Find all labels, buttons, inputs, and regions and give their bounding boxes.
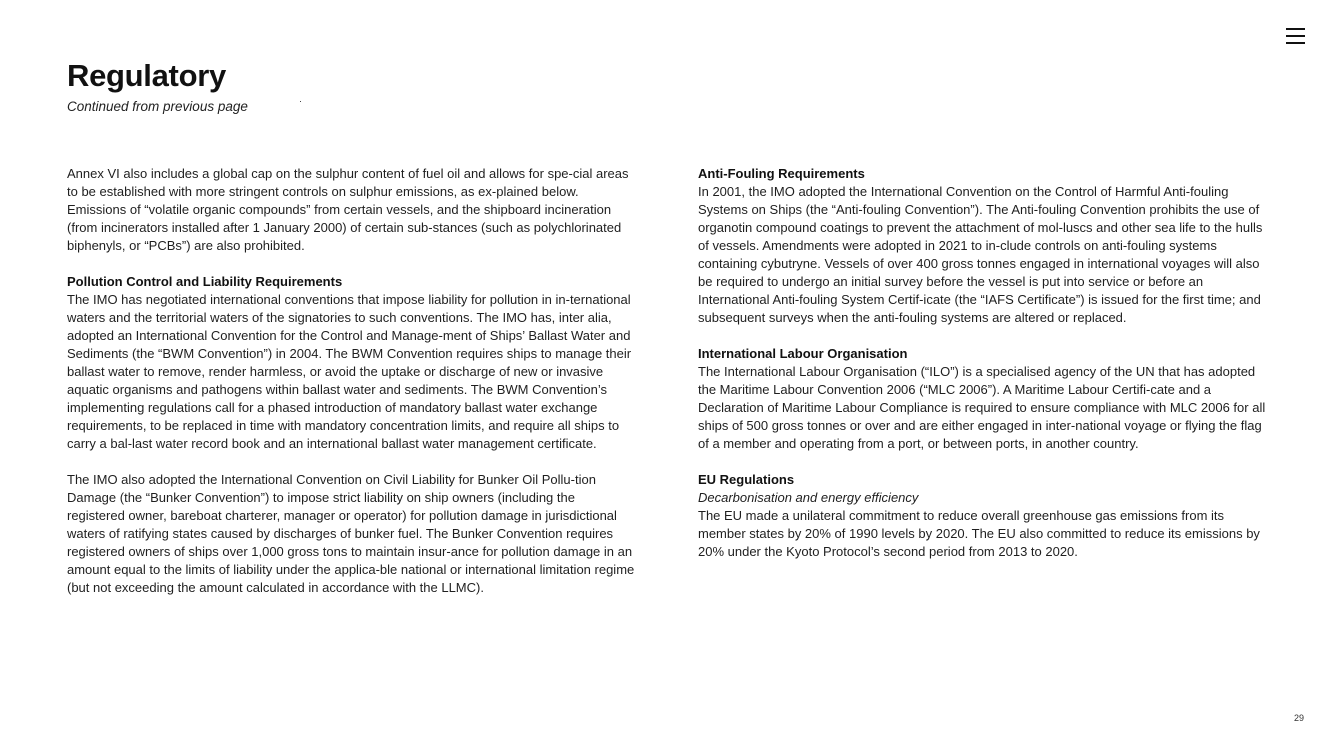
intro-paragraph: Annex VI also includes a global cap on the sulphur content of fuel oil and allows for spe-cial areas to be established with more stringent controls on sulphur emissions, as ex-plained below. Emissions of “volatile organic compounds” from certain vessels, and the shipboard incineration (from incinerators installed after 1 January 2000) of certain sub-stances (such as polychlorinated biphenyls, or “PCBs”) are also prohibited. (67, 166, 629, 253)
pollution-paragraph: The IMO has negotiated international conventions that impose liability for pollution in in-ternational waters and the territorial waters of the signatories to such conventions. The IMO has, inter alia, adopted an International Convention for the Control and Manage-ment of Ships’ Ballast Water and Sediments (the “BWM Convention”) in 2004. The BWM Convention requires ships to manage their ballast water to remove, render harmless, or avoid the uptake or discharge of new or invasive aquatic organisms and pathogens within ballast water and sediments. The BWM Convention’s implementing regulations call for a phased introduction of mandatory ballast water exchange requirements, to be replaced in time with mandatory concentration limits, and require all ships to carry a bal-last water record book and an international ballast water management certificate. (67, 292, 632, 451)
eu-subheading: Decarbonisation and energy efficiency (698, 490, 919, 505)
antifouling-paragraph: In 2001, the IMO adopted the International Convention on the Control of Harmful Anti-fouling Systems on Ships (the “Anti-fouling Convention”). The Anti-fouling Convention prohibits the use of organotin compound coatings to prevent the attachment of mol-luscs and other sea life to the hulls of vessels. Amendments were adopted in 2021 to in-clude controls on anti-fouling systems containing cybutryne. Vessels of over 400 gross tonnes engaged in international voyages will also be required to undergo an initial survey before the vessel is put into service or before an International Anti-fouling System Certif-icate (the “IAFS Certificate”) is issued for the first time; and subsequent surveys when the anti-fouling systems are altered or replaced. (698, 184, 1263, 325)
left-column (67, 165, 635, 615)
eu-heading: EU Regulations (698, 472, 795, 487)
antifouling-heading: Anti-Fouling Requirements (698, 166, 865, 181)
ilo-heading: International Labour Organisation (698, 346, 908, 361)
menu-bar (1286, 28, 1305, 30)
pollution-heading: Pollution Control and Liability Requirements (67, 274, 343, 289)
hamburger-menu-icon[interactable] (1286, 28, 1305, 45)
ilo-paragraph: The International Labour Organisation (“ILO”) is a specialised agency of the UN that has adopted the Maritime Labour Convention 2006 (“MLC 2006”). A Maritime Labour Certifi-cate and a Declaration of Maritime Labour Compliance is required to ensure compliance with MLC 2006 for all ships of 500 gross tonnes or over and are either engaged in inter-national voyage or flying the flag of a member and operating from a port, or between ports, in another country. (698, 364, 1266, 451)
menu-bar (1286, 35, 1305, 37)
page-subtitle: Continued from previous page (67, 99, 248, 114)
eu-paragraph: The EU made a unilateral commitment to reduce overall greenhouse gas emissions from its member states by 20% of 1990 levels by 2020. The EU also committed to reduce its emissions by 20% under the Kyoto Protocol’s second period from 2013 to 2020. (698, 508, 1260, 559)
decorative-dot (300, 101, 301, 102)
page-number: 29 (1294, 713, 1305, 723)
right-column (698, 165, 1270, 579)
bunker-paragraph: The IMO also adopted the International Convention on Civil Liability for Bunker Oil Pollu-tion Damage (the “Bunker Convention”) to impose strict liability on ship owners (including the registered owner, bareboat charterer, manager or operator) for pollution damage in jurisdictional waters of ratifying states caused by discharges of bunker fuel. The Bunker Convention requires registered owners of ships over 1,000 gross tons to maintain insur-ance for pollution damage in an amount equal to the limits of liability under the applica-ble national or international limitation regime (but not exceeding the amount calculated in accordance with the LLMC). (67, 472, 635, 595)
menu-bar (1286, 42, 1305, 44)
page-title: Regulatory (67, 58, 226, 93)
